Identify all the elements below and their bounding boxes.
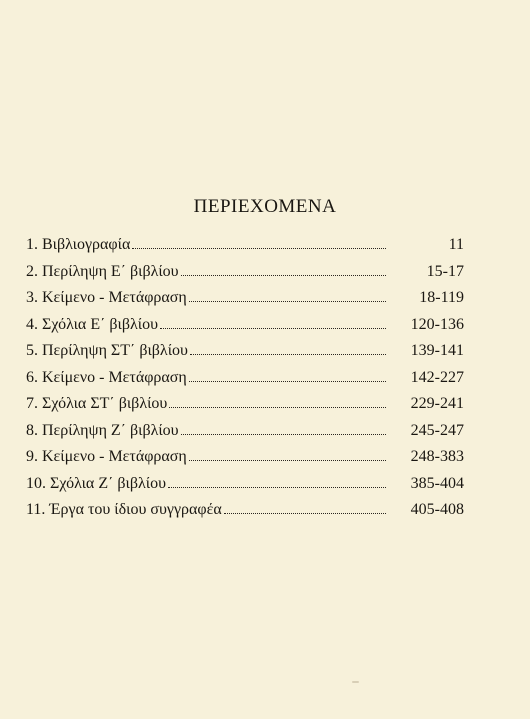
toc-entry-pages: 18-119 — [419, 289, 464, 306]
toc-entry-pages: 11 — [448, 236, 464, 253]
dot-leader — [224, 512, 386, 514]
toc-entry-title: Βιβλιογραφία — [42, 236, 131, 253]
toc-entry-title: Σχόλια Ε΄ βιβλίου — [42, 315, 158, 333]
dot-leader — [132, 247, 386, 249]
dot-leader — [190, 353, 386, 355]
toc-entry-pages: 248-383 — [410, 448, 464, 465]
toc-entry-number: 4. — [26, 315, 42, 333]
toc-entry — [26, 289, 464, 316]
toc-entry-number: 11. — [26, 501, 50, 518]
toc-entry-title: Κείμενο - Μετάφραση — [42, 448, 187, 465]
toc-entry-title: Περίληψη Ε΄ βιβλίου — [42, 262, 179, 280]
toc-entry-title: Σχόλια ΣΤ΄ βιβλίου — [42, 395, 168, 412]
toc-entry-title: Κείμενο - Μετάφραση — [42, 368, 187, 386]
toc-entry-number: 8. — [26, 421, 42, 439]
toc-entry-pages: 229-241 — [410, 395, 464, 412]
toc-entry — [26, 263, 464, 290]
dot-leader — [168, 486, 386, 488]
toc-entry — [26, 316, 464, 343]
dot-leader — [181, 274, 386, 276]
toc-entry — [26, 501, 464, 528]
toc-entry-pages: 405-408 — [410, 501, 464, 518]
dot-leader — [169, 406, 386, 408]
toc-entry-pages: 385-404 — [410, 474, 464, 492]
toc-entry-number: 9. — [26, 448, 42, 465]
toc-entry — [26, 395, 464, 422]
toc-entry-number: 6. — [26, 368, 42, 386]
toc-entry-number: 10. — [26, 474, 50, 492]
dot-leader — [189, 459, 386, 461]
toc-entry — [26, 448, 464, 475]
dot-leader — [160, 327, 386, 329]
dot-leader — [189, 300, 386, 302]
toc-entry-number: 7. — [26, 395, 42, 412]
toc-entry-pages: 139-141 — [410, 342, 464, 359]
toc-entry-number: 2. — [26, 262, 42, 280]
toc-entry-title: Περίληψη ΣΤ΄ βιβλίου — [42, 342, 188, 359]
page-heading: ΠΕΡΙΕΧΟΜΕΝΑ — [193, 196, 337, 217]
toc-entry-title: Έργα του ίδιου συγγραφέα — [49, 501, 222, 518]
toc-entry-pages: 120-136 — [410, 315, 464, 333]
toc-entry-title: Περίληψη Ζ΄ βιβλίου — [42, 421, 179, 439]
toc-entry — [26, 236, 464, 263]
toc-entry — [26, 475, 464, 502]
dot-leader — [189, 380, 386, 382]
paper-speck — [352, 681, 359, 683]
toc-entry — [26, 342, 464, 369]
table-of-contents — [26, 236, 464, 528]
dot-leader — [181, 433, 386, 435]
toc-entry-pages: 142-227 — [410, 368, 464, 386]
toc-entry-title: Σχόλια Ζ΄ βιβλίου — [50, 474, 166, 492]
toc-entry-pages: 15-17 — [426, 262, 464, 280]
toc-entry-pages: 245-247 — [410, 421, 464, 439]
toc-entry — [26, 369, 464, 396]
toc-entry — [26, 422, 464, 449]
toc-entry-number: 3. — [26, 289, 42, 306]
toc-entry-title: Κείμενο - Μετάφραση — [42, 289, 187, 306]
toc-entry-number: 1. — [26, 236, 42, 253]
toc-entry-number: 5. — [26, 342, 42, 359]
